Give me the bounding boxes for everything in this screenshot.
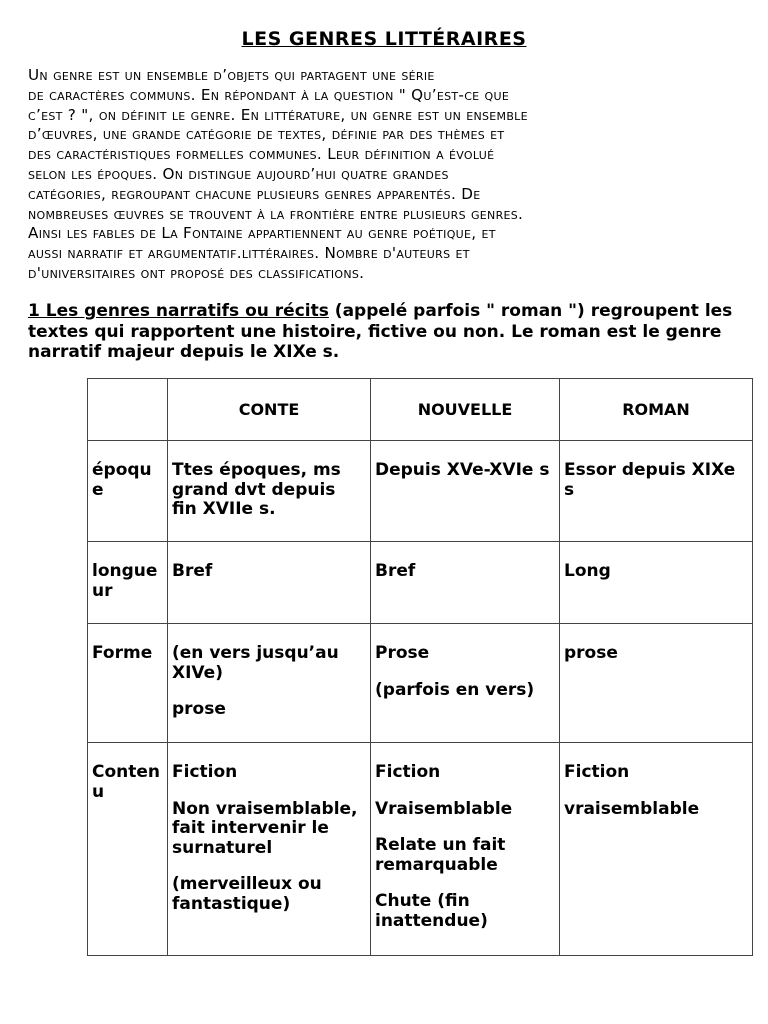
cell-text: Non vraisemblable, fait intervenir le surnaturel — [172, 798, 358, 858]
cell-conte — [168, 743, 371, 956]
cell-text: Fiction — [564, 762, 630, 782]
cell-text: Prose — [375, 643, 430, 663]
page-title: LES GENRES LITTÉRAIRES — [241, 28, 527, 50]
table-header-row — [88, 379, 753, 441]
cell-nouvelle — [371, 441, 560, 542]
intro-paragraph — [28, 66, 758, 284]
cell-text: Vraisemblable — [375, 798, 513, 819]
intro-line: Un genre est un ensemble d’objets qui partagent une série — [28, 66, 435, 84]
intro-line: d'universitaires ont proposé des classifications. — [28, 263, 365, 282]
table-row-contenu — [88, 743, 753, 956]
intro-line: catégories, regroupant chacune plusieurs genres apparentés. De — [28, 184, 481, 203]
cell-text: Fiction — [375, 762, 441, 782]
cell-text: Fiction — [172, 762, 238, 782]
cell-text: Ttes époques, ms grand dvt depuis fin XVIIe s. — [172, 460, 341, 519]
cell-roman — [560, 542, 753, 624]
intro-line: Ainsi les fables de La Fontaine appartiennent au genre poétique, et — [28, 224, 496, 243]
intro-line: des caractéristiques formelles communes. Leur définition a évolué — [28, 145, 495, 164]
cell-text: vraisemblable — [564, 798, 700, 819]
cell-roman — [560, 441, 753, 542]
cell-text: Chute (fin inattendue) — [375, 891, 488, 931]
cell-text: Bref — [172, 561, 213, 581]
cell-conte — [168, 624, 371, 743]
section-heading: 1 Les genres narratifs ou récits — [28, 301, 329, 321]
cell-text: (en vers jusqu’au XIVe) — [172, 643, 339, 683]
intro-line: nombreuses œuvres se trouvent à la frontière entre plusieurs genres. — [28, 204, 524, 223]
cell-text: Relate un fait remarquable — [375, 835, 506, 875]
cell-text: Bref — [375, 561, 416, 581]
cell-conte — [168, 441, 371, 542]
table-row-epoque — [88, 441, 753, 542]
cell-text: Essor depuis XIXe s — [564, 460, 736, 500]
intro-line: de caractères communs. En répondant à la question " Qu’est-ce que — [28, 85, 510, 104]
cell-text: (merveilleux ou fantastique) — [172, 874, 322, 914]
cell-text: (parfois en vers) — [375, 679, 535, 700]
section-line — [28, 301, 768, 322]
cell-nouvelle — [371, 542, 560, 624]
cell-text: Long — [564, 561, 611, 581]
cell-roman — [560, 743, 753, 956]
row-label: Forme — [88, 624, 168, 743]
table-row-longueur — [88, 542, 753, 624]
cell-roman — [560, 624, 753, 743]
header-roman: ROMAN — [560, 379, 753, 441]
cell-conte — [168, 542, 371, 624]
header-cell-empty — [88, 379, 168, 441]
row-label: époque — [88, 441, 168, 542]
cell-nouvelle — [371, 743, 560, 956]
header-conte: CONTE — [168, 379, 371, 441]
section-line: textes qui rapportent une histoire, fictive ou non. Le roman est le genre — [28, 321, 722, 342]
intro-line: selon les époques. On distingue aujourd’hui quatre grandes — [28, 164, 449, 183]
header-nouvelle: NOUVELLE — [371, 379, 560, 441]
row-label: Contenu — [88, 743, 168, 956]
cell-nouvelle — [371, 624, 560, 743]
genres-table — [87, 378, 753, 956]
cell-text: Depuis XVe-XVIe s — [375, 460, 550, 480]
section-narratifs — [28, 301, 768, 363]
cell-text: prose — [172, 699, 226, 719]
intro-line: d’œuvres, une grande catégorie de textes, définie par des thèmes et — [28, 125, 505, 144]
section-text: (appelé parfois " roman ") regroupent les — [328, 301, 733, 321]
intro-line: c’est ? ", on définit le genre. En littérature, un genre est un ensemble — [28, 105, 528, 124]
row-label: longueur — [88, 542, 168, 624]
cell-text: prose — [564, 643, 618, 663]
table-row-forme — [88, 624, 753, 743]
section-line: narratif majeur depuis le XIXe s. — [28, 342, 340, 362]
intro-line: aussi narratif et argumentatif.littéraires. Nombre d'auteurs et — [28, 244, 470, 263]
